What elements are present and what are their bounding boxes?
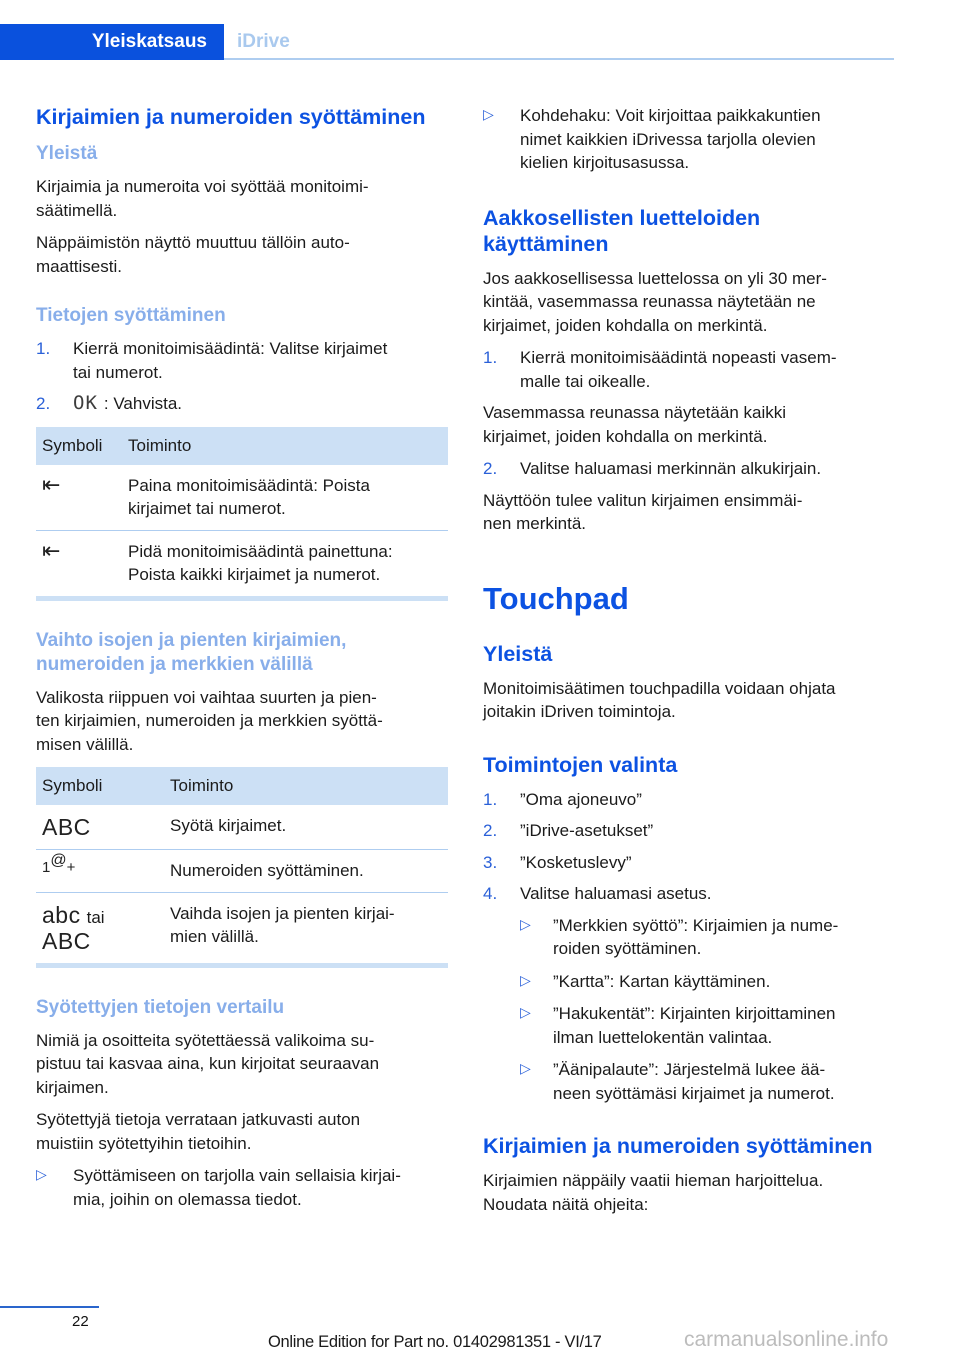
table-bottom-rule [36, 596, 448, 601]
left-column [36, 104, 448, 1220]
bullet-item [520, 970, 895, 994]
table-bottom-rule [36, 963, 448, 968]
triangle-bullet-icon: ▷ [520, 916, 531, 933]
column-header-action: Toiminto [170, 776, 234, 795]
table-row [36, 892, 448, 963]
bullet-text: Syöttämiseen on tarjolla vain sellaisia kirjai- mia, joihin on olemassa tiedot. [73, 1166, 401, 1209]
symbol-table-delete [36, 427, 448, 601]
edition-note: Online Edition for Part no. 01402981351 - VI/17 [268, 1333, 602, 1351]
watermark: carmanualsonline.info [684, 1328, 889, 1351]
step-number: 4. [483, 884, 498, 903]
page-number: 22 [72, 1313, 89, 1330]
column-header-symbol: Symboli [42, 776, 103, 795]
step-number: 1. [36, 339, 51, 358]
step-text: Valitse haluamasi merkinnän alkukirjain. [520, 459, 822, 478]
step-text-suffix: : Vahvista. [103, 394, 183, 413]
paragraph: Monitoimisäätimen touchpadilla voidaan ohjata joitakin iDriven toimintoja. [483, 678, 836, 721]
table-cell-action: Vaihda isojen ja pienten kirjai- mien välillä. [170, 903, 395, 946]
step-text: ”Oma ajoneuvo” [520, 789, 642, 809]
triangle-bullet-icon: ▷ [520, 1061, 531, 1077]
bullet-text: ”Kartta”: Kartan käyttäminen. [553, 971, 771, 991]
bullet-text: Kohdehaku: Voit kirjoittaa paikkakuntien nimet kaikkien iDrivessa tarjolla olevien kielien kirjoitusasussa. [520, 106, 821, 172]
triangle-bullet-icon: ▷ [520, 972, 531, 989]
footer-divider [0, 1306, 99, 1308]
step-text: Kierrä monitoimisäädintä: Valitse kirjaimet tai numerot. [73, 339, 388, 382]
step-number: 2. [36, 394, 51, 413]
subheading-function-selection: Toimintojen valinta [483, 752, 678, 777]
numbers-mode-symbol-at: @ [50, 852, 67, 869]
bullet-text: ”Hakukentät”: Kirjainten kirjoittaminen ilman luettelokentän valintaa. [553, 1004, 836, 1047]
table-cell-action: Syötä kirjaimet. [170, 816, 287, 835]
triangle-bullet-icon: ▷ [36, 1167, 47, 1183]
subheading-entry-comparison: Syötettyjen tietojen vertailu [36, 996, 285, 1018]
ok-key-label: OK [73, 392, 98, 414]
step-text: Kierrä monitoimisäädintä nopeasti vasem- malle tai oikealle. [520, 348, 837, 391]
numbered-step [483, 346, 895, 393]
numbered-step [36, 337, 448, 384]
subheading-case-switch: Vaihto isojen ja pienten kirjaimien, numeroiden ja merkkien välillä [36, 629, 347, 675]
bullet-text: ”Äänipalaute”: Järjestelmä lukee ää- neen syöttämäsi kirjaimet ja numerot. [553, 1060, 835, 1103]
table-row [36, 805, 448, 849]
bullet-item [520, 914, 895, 961]
section-label: iDrive [237, 31, 290, 52]
step-number: 3. [483, 852, 498, 872]
step-number: 1. [483, 789, 498, 809]
table-cell-action: Paina monitoimisäädintä: Poista kirjaimet tai numerot. [128, 475, 370, 518]
numbered-step [483, 851, 895, 875]
bullet-text: ”Merkkien syöttö”: Kirjaimien ja nume- roiden syöttäminen. [553, 915, 839, 958]
bullet-item [483, 104, 895, 175]
numbers-mode-symbol-plus: + [66, 859, 76, 876]
table-cell-action: Pidä monitoimisäädintä painettuna: Poista kaikki kirjaimet ja numerot. [128, 541, 393, 584]
bullet-item [520, 1002, 895, 1049]
subheading-touchpad-general: Yleistä [483, 641, 553, 666]
triangle-bullet-icon: ▷ [520, 1005, 531, 1021]
step-text: ”Kosketuslevy” [520, 852, 632, 872]
chapter-tab-label: Yleiskatsaus [91, 31, 207, 52]
numbered-step [483, 819, 895, 843]
step-subparagraph: Vasemmassa reunassa näytetään kaikki kirjaimet, joiden kohdalla on merkintä. [483, 403, 787, 446]
step-subparagraph: Näyttöön tulee valitun kirjaimen ensimmäi- nen merkintä. [483, 490, 803, 533]
heading-letter-number-entry: Kirjaimien ja numeroiden syöttäminen [36, 105, 426, 129]
paragraph: Syötettyjä tietoja verrataan jatkuvasti auton muistiin syötettyihin tietoihin. [36, 1110, 361, 1153]
column-header-symbol: Symboli [42, 435, 103, 455]
numbers-mode-symbol [42, 852, 170, 883]
column-header-action: Toiminto [128, 435, 192, 455]
subheading-general: Yleistä [36, 143, 98, 164]
paragraph: Nimiä ja osoitteita syötettäessä valikoima su- pistuu tai kasvaa aina, kun kirjoitat seuraavan kirjaimen. [36, 1030, 380, 1097]
table-row [36, 530, 448, 596]
conjunction-text: tai [86, 907, 105, 927]
numbered-step [36, 392, 448, 416]
letters-mode-symbol: ABC [42, 814, 91, 840]
table-row [36, 849, 448, 892]
step-number: 2. [483, 821, 498, 840]
table-header-row [36, 427, 448, 465]
step-number: 2. [483, 459, 498, 478]
step-text: ”iDrive-asetukset” [520, 821, 654, 840]
option-bullet-list [520, 914, 895, 1106]
paragraph: Kirjaimien näppäily vaatii hieman harjoittelua. Noudata näitä ohjeita: [483, 1171, 824, 1214]
chapter-tab [0, 24, 224, 60]
numbers-mode-symbol-digit: 1 [42, 859, 51, 876]
table-cell-action: Numeroiden syöttäminen. [170, 861, 364, 880]
numbered-step [483, 457, 895, 481]
paragraph: Kirjaimia ja numeroita voi syöttää monitoimi- säätimellä. [36, 177, 369, 220]
step-text [73, 392, 448, 416]
bullet-item [36, 1164, 448, 1211]
subheading-touchpad-letter-entry: Kirjaimien ja numeroiden syöttäminen [483, 1134, 873, 1158]
numbered-step [483, 788, 895, 812]
paragraph: Näppäimistön näyttö muuttuu tällöin auto- maattisesti. [36, 233, 350, 276]
paragraph: Jos aakkosellisessa luettelossa on yli 30 mer- kintää, vasemmassa reunassa näytetään ne kirjaimet, joiden kohdalla on merkintä. [483, 268, 827, 335]
step-number: 1. [483, 348, 498, 367]
right-column [483, 104, 895, 1225]
numbered-step [483, 882, 895, 906]
paragraph: Valikosta riippuen voi vaihtaa suurten ja pien- ten kirjaimien, numeroiden ja merkkien syöttä- misen välillä. [36, 687, 383, 754]
symbol-table-modes [36, 767, 448, 968]
step-text: Valitse haluamasi asetus. [520, 884, 712, 903]
uppercase-symbol: ABC [42, 927, 91, 954]
bullet-item [520, 1058, 895, 1105]
table-header-row [36, 767, 448, 805]
backspace-icon: ⇤ [42, 472, 61, 498]
backspace-icon: ⇤ [42, 538, 61, 564]
triangle-bullet-icon: ▷ [483, 107, 494, 123]
table-row [36, 465, 448, 530]
case-switch-symbol [42, 902, 170, 954]
subheading-data-entry: Tietojen syöttäminen [36, 305, 226, 326]
heading-alphabetical-lists: Aakkosellisten luetteloiden käyttäminen [483, 205, 761, 256]
lowercase-symbol: abc [42, 901, 81, 928]
heading-touchpad: Touchpad [483, 580, 629, 616]
